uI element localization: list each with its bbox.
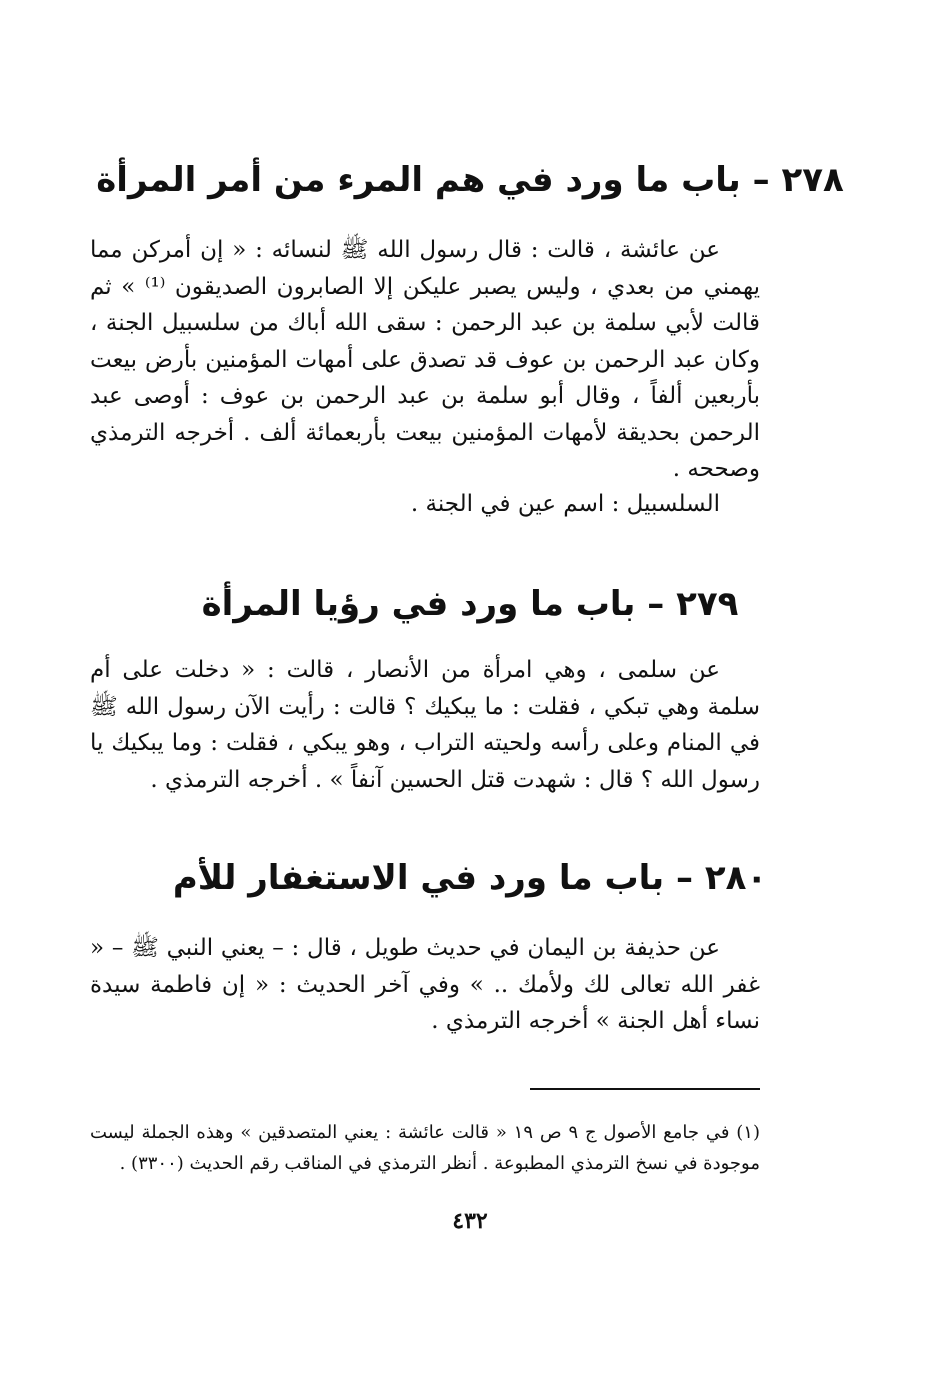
section-heading-279: ٢٧٩ – باب ما ورد في رؤيا المرأة bbox=[201, 584, 739, 624]
section-heading-278: ٢٧٨ – باب ما ورد في هم المرء من أمر المرأة bbox=[96, 160, 844, 200]
footnote: (١) في جامع الأصول ج ٩ ص ١٩ « قالت عائشة : يعني المتصدقين » وهذه الجملة ليست موجودة في نسخ الترمذي المطبوعة . أنظر الترمذي في المناقب رقم الحديث (٣٣٠٠) . bbox=[90, 1122, 760, 1174]
page-number: ٤٣٢ bbox=[452, 1208, 488, 1234]
section-heading-280: ٢٨٠ – باب ما ورد في الاستغفار للأم bbox=[172, 858, 768, 898]
section-body-280: عن حذيفة بن اليمان في حديث طويل ، قال : – يعني النبي ﷺ – « غفر الله تعالى لك ولأمك .. » وفي آخر الحديث : « إن فاطمة سيدة نساء أهل الجنة » أخرجه الترمذي . bbox=[90, 935, 760, 1034]
section-body-278: عن عائشة ، قالت : قال رسول الله ﷺ لنسائه : « إن أمركن مما يهمني من بعدي ، وليس يصبر عليكن إلا الصابرون الصديقون ⁽¹⁾ » ثم قالت لأبي سلمة بن عبد الرحمن : سقى الله أباك من سلسبيل الجنة ، وكان عبد الرحمن بن عوف قد تصدق على أمهات المؤمنين بأرض بيعت بأربعين ألفاً ، وقال أبو سلمة بن عبد الرحمن بن عوف : أوصى عبد الرحمن بحديقة لأمهات المؤمنين بيعت بأربعمائة ألف . أخرجه الترمذي وصححه . bbox=[90, 237, 760, 482]
section-note-278: السلسبيل : اسم عين في الجنة . bbox=[410, 491, 720, 517]
section-body-279: عن سلمى ، وهي امرأة من الأنصار ، قالت : « دخلت على أم سلمة وهي تبكي ، فقلت : ما يبكيك ؟ قالت : رأيت الآن رسول الله ﷺ في المنام وعلى رأسه ولحيته التراب ، وهو يبكي ، فقلت : وما يبكيك يا رسول الله ؟ قال : شهدت قتل الحسين آنفاً » . أخرجه الترمذي . bbox=[90, 657, 760, 793]
footnote-separator bbox=[530, 1088, 760, 1090]
